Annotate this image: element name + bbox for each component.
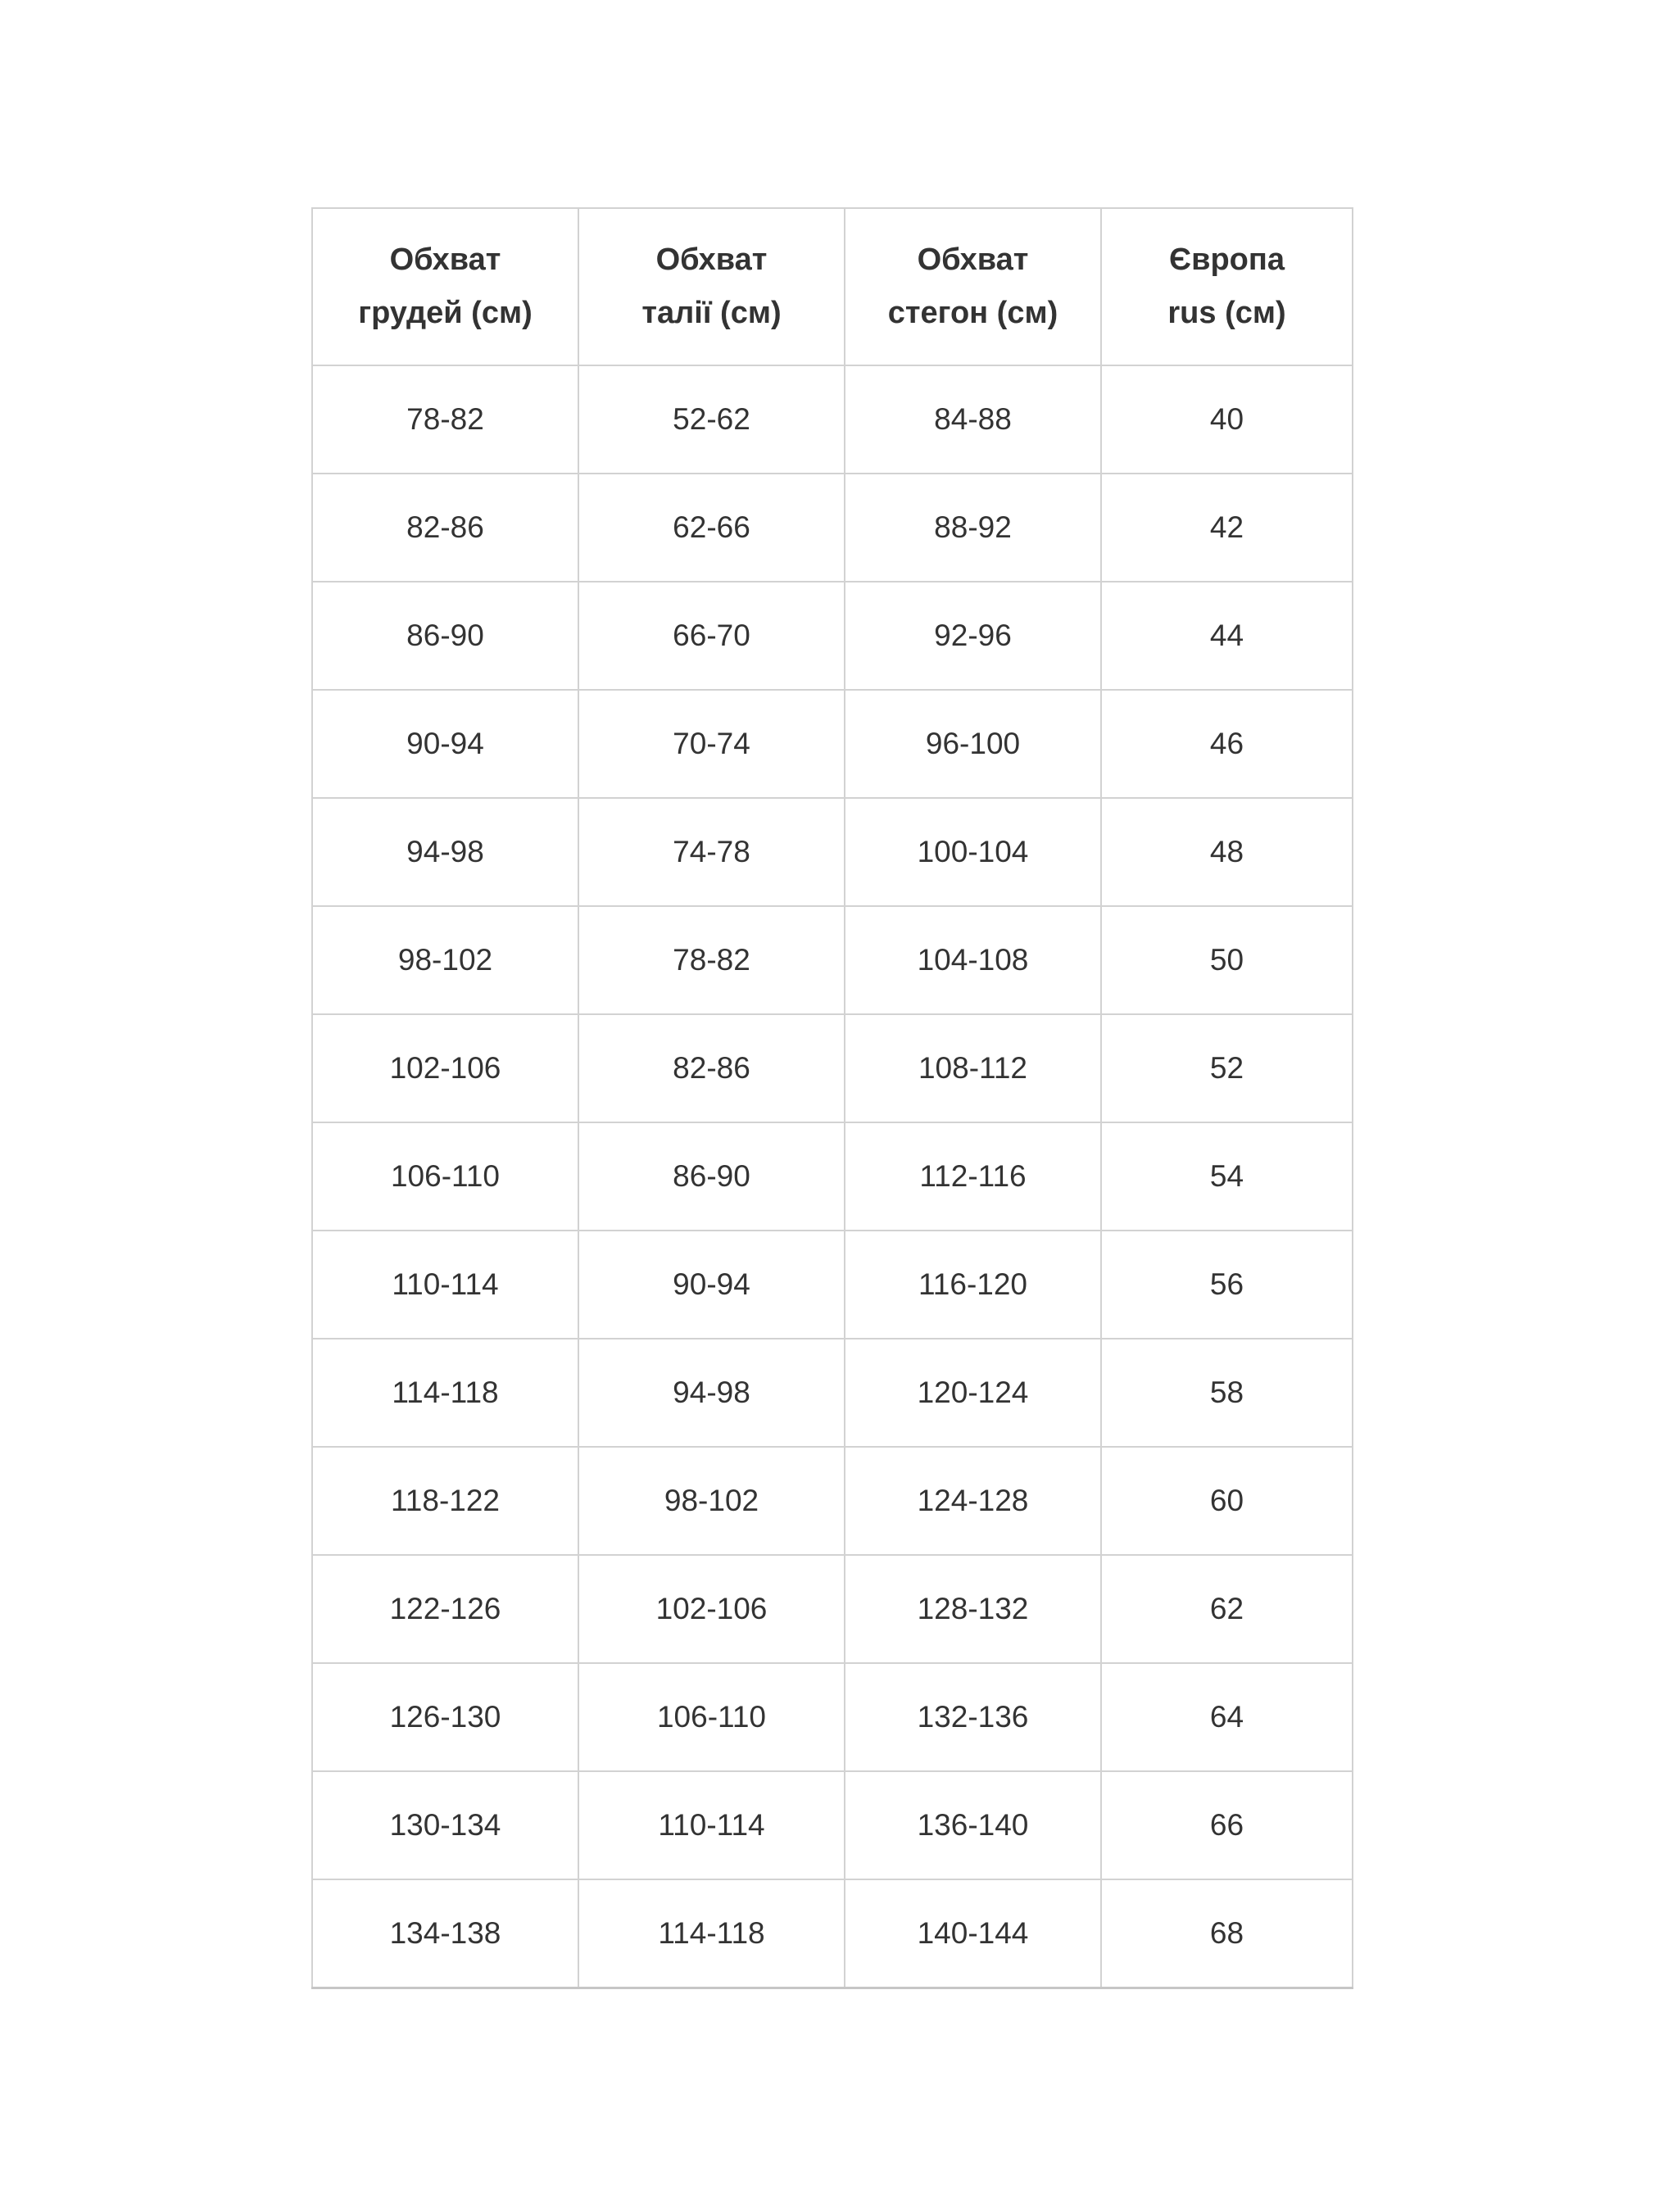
column-header-line: Обхват: [389, 243, 501, 278]
size-chart-container: [311, 207, 1353, 1989]
column-header-hips: [845, 208, 1101, 365]
table-cell: 64: [1101, 1663, 1353, 1771]
table-cell: 94-98: [312, 798, 578, 906]
table-cell: 78-82: [578, 906, 845, 1014]
table-cell: 62-66: [578, 474, 845, 582]
table-cell: 106-110: [312, 1122, 578, 1231]
column-header-line: Обхват: [917, 243, 1029, 278]
table-cell: 96-100: [845, 690, 1101, 798]
table-cell: 90-94: [312, 690, 578, 798]
table-cell: 122-126: [312, 1555, 578, 1663]
table-cell: 90-94: [578, 1231, 845, 1339]
table-cell: 98-102: [578, 1447, 845, 1555]
table-cell: 50: [1101, 906, 1353, 1014]
table-cell: 98-102: [312, 906, 578, 1014]
table-cell: 136-140: [845, 1771, 1101, 1879]
table-cell: 56: [1101, 1231, 1353, 1339]
table-row: [312, 474, 1353, 582]
table-row: [312, 1663, 1353, 1771]
table-row: [312, 1555, 1353, 1663]
table-cell: 94-98: [578, 1339, 845, 1447]
table-cell: 104-108: [845, 906, 1101, 1014]
table-cell: 100-104: [845, 798, 1101, 906]
table-cell: 86-90: [312, 582, 578, 690]
table-cell: 114-118: [578, 1879, 845, 1988]
column-header-europe: [1101, 208, 1353, 365]
table-cell: 52-62: [578, 365, 845, 474]
table-cell: 116-120: [845, 1231, 1101, 1339]
column-header-line: rus (см): [1167, 296, 1286, 330]
table-cell: 126-130: [312, 1663, 578, 1771]
size-chart-header: [312, 208, 1353, 365]
table-cell: 44: [1101, 582, 1353, 690]
table-cell: 124-128: [845, 1447, 1101, 1555]
table-cell: 110-114: [578, 1771, 845, 1879]
table-cell: 86-90: [578, 1122, 845, 1231]
table-cell: 78-82: [312, 365, 578, 474]
column-header-line: Європа: [1169, 243, 1285, 278]
table-cell: 54: [1101, 1122, 1353, 1231]
table-cell: 40: [1101, 365, 1353, 474]
table-row: [312, 1447, 1353, 1555]
table-cell: 134-138: [312, 1879, 578, 1988]
table-cell: 68: [1101, 1879, 1353, 1988]
table-cell: 118-122: [312, 1447, 578, 1555]
table-cell: 52: [1101, 1014, 1353, 1122]
table-cell: 82-86: [578, 1014, 845, 1122]
table-cell: 102-106: [312, 1014, 578, 1122]
table-cell: 112-116: [845, 1122, 1101, 1231]
column-header-line: грудей (см): [358, 296, 533, 330]
table-cell: 74-78: [578, 798, 845, 906]
table-cell: 120-124: [845, 1339, 1101, 1447]
table-row: [312, 1014, 1353, 1122]
table-cell: 58: [1101, 1339, 1353, 1447]
table-cell: 88-92: [845, 474, 1101, 582]
table-cell: 82-86: [312, 474, 578, 582]
table-cell: 84-88: [845, 365, 1101, 474]
column-header-line: Обхват: [655, 243, 768, 278]
column-header-waist: [578, 208, 845, 365]
table-cell: 60: [1101, 1447, 1353, 1555]
table-cell: 102-106: [578, 1555, 845, 1663]
table-cell: 46: [1101, 690, 1353, 798]
table-row: [312, 1122, 1353, 1231]
table-row: [312, 365, 1353, 474]
size-chart-body: [312, 365, 1353, 1988]
table-cell: 114-118: [312, 1339, 578, 1447]
table-cell: 140-144: [845, 1879, 1101, 1988]
table-cell: 48: [1101, 798, 1353, 906]
column-header-line: стегон (см): [887, 296, 1058, 330]
size-chart-table: [311, 207, 1353, 1989]
table-cell: 106-110: [578, 1663, 845, 1771]
table-cell: 92-96: [845, 582, 1101, 690]
table-cell: 128-132: [845, 1555, 1101, 1663]
table-cell: 66: [1101, 1771, 1353, 1879]
column-header-line: талії (см): [641, 296, 782, 330]
table-row: [312, 798, 1353, 906]
table-cell: 132-136: [845, 1663, 1101, 1771]
column-header-chest: [312, 208, 578, 365]
table-row: [312, 1231, 1353, 1339]
table-cell: 110-114: [312, 1231, 578, 1339]
table-cell: 108-112: [845, 1014, 1101, 1122]
table-row: [312, 906, 1353, 1014]
table-cell: 130-134: [312, 1771, 578, 1879]
table-row: [312, 1771, 1353, 1879]
table-row: [312, 1879, 1353, 1988]
table-header-row: [312, 208, 1353, 365]
table-cell: 42: [1101, 474, 1353, 582]
table-cell: 62: [1101, 1555, 1353, 1663]
table-row: [312, 582, 1353, 690]
table-row: [312, 1339, 1353, 1447]
table-cell: 70-74: [578, 690, 845, 798]
table-cell: 66-70: [578, 582, 845, 690]
table-row: [312, 690, 1353, 798]
